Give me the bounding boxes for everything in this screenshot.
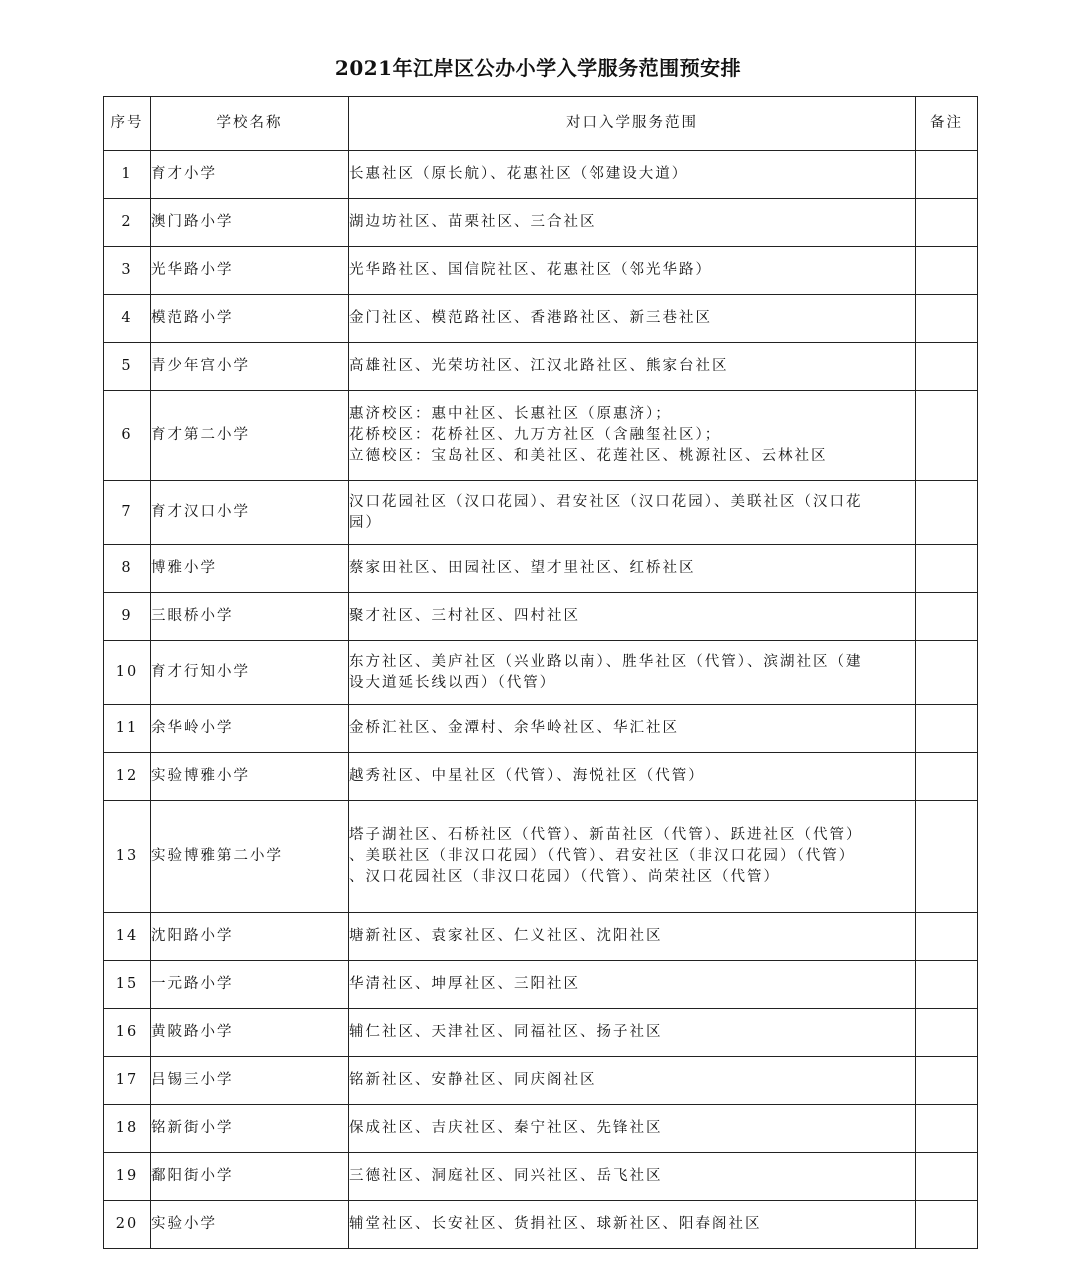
service-range (349, 1105, 916, 1153)
row-number: 18 (104, 1105, 151, 1153)
table-body (104, 151, 978, 1249)
note-cell (916, 481, 978, 545)
service-range (349, 913, 916, 961)
row-number: 10 (104, 641, 151, 705)
service-range (349, 593, 916, 641)
table-row (104, 247, 978, 295)
table-row (104, 391, 978, 481)
service-range-line: 长惠社区（原长航）、花惠社区（邻建设大道） (349, 166, 689, 182)
service-range-line: 高雄社区、光荣坊社区、江汉北路社区、熊家台社区 (349, 358, 729, 374)
school-name: 实验博雅第二小学 (151, 801, 349, 913)
row-number: 20 (104, 1201, 151, 1249)
service-range (349, 481, 916, 545)
service-range-line: 金桥汇社区、金潭村、余华岭社区、华汇社区 (349, 720, 679, 736)
row-number: 3 (104, 247, 151, 295)
school-name: 实验小学 (151, 1201, 349, 1249)
service-range-line: 华清社区、坤厚社区、三阳社区 (349, 976, 580, 992)
row-number: 6 (104, 391, 151, 481)
school-name: 育才小学 (151, 151, 349, 199)
service-range (349, 391, 916, 481)
service-range-line: 、汉口花园社区（非汉口花园）（代管）、尚荣社区（代管） (349, 869, 780, 885)
service-range (349, 199, 916, 247)
service-range-line: 辅仁社区、天津社区、同福社区、扬子社区 (349, 1024, 663, 1040)
school-name: 实验博雅小学 (151, 753, 349, 801)
service-range-line: 立德校区：宝岛社区、和美社区、花莲社区、桃源社区、云林社区 (349, 448, 828, 464)
note-cell (916, 1201, 978, 1249)
row-number: 8 (104, 545, 151, 593)
table-row (104, 1201, 978, 1249)
table-row (104, 593, 978, 641)
table-row (104, 913, 978, 961)
school-name: 青少年宫小学 (151, 343, 349, 391)
note-cell (916, 753, 978, 801)
row-number: 17 (104, 1057, 151, 1105)
service-range-line: 惠济校区：惠中社区、长惠社区（原惠济）； (349, 406, 672, 422)
table-row (104, 753, 978, 801)
row-number: 15 (104, 961, 151, 1009)
service-range (349, 343, 916, 391)
row-number: 7 (104, 481, 151, 545)
service-range-line: 辅堂社区、长安社区、货捐社区、球新社区、阳春阁社区 (349, 1216, 762, 1232)
row-number: 19 (104, 1153, 151, 1201)
school-name: 吕锡三小学 (151, 1057, 349, 1105)
row-number: 2 (104, 199, 151, 247)
table-row (104, 961, 978, 1009)
service-range-line: 湖边坊社区、苗栗社区、三合社区 (349, 214, 597, 230)
school-name: 三眼桥小学 (151, 593, 349, 641)
service-range (349, 1057, 916, 1105)
table-row (104, 641, 978, 705)
table-row (104, 151, 978, 199)
note-cell (916, 801, 978, 913)
table-row (104, 481, 978, 545)
row-number: 14 (104, 913, 151, 961)
note-cell (916, 1105, 978, 1153)
note-cell (916, 593, 978, 641)
table-row (104, 801, 978, 913)
service-range (349, 753, 916, 801)
row-number: 4 (104, 295, 151, 343)
table-row (104, 545, 978, 593)
school-name: 黄陂路小学 (151, 1009, 349, 1057)
note-cell (916, 545, 978, 593)
note-cell (916, 247, 978, 295)
service-range-line: 保成社区、吉庆社区、秦宁社区、先锋社区 (349, 1120, 663, 1136)
service-range (349, 961, 916, 1009)
header-school-name: 学校名称 (151, 97, 349, 151)
note-cell (916, 1009, 978, 1057)
note-cell (916, 1153, 978, 1201)
row-number: 5 (104, 343, 151, 391)
table-row (104, 295, 978, 343)
note-cell (916, 199, 978, 247)
note-cell (916, 1057, 978, 1105)
table-row (104, 705, 978, 753)
note-cell (916, 343, 978, 391)
row-number: 16 (104, 1009, 151, 1057)
service-range-line: 聚才社区、三村社区、四村社区 (349, 608, 580, 624)
service-range (349, 247, 916, 295)
table-row (104, 1105, 978, 1153)
note-cell (916, 705, 978, 753)
row-number: 12 (104, 753, 151, 801)
service-range-line: 设大道延长线以西）（代管） (349, 674, 557, 691)
table-row (104, 343, 978, 391)
service-range-line: 塔子湖社区、石桥社区（代管）、新苗社区（代管）、跃进社区（代管） (349, 827, 863, 843)
service-range-line: 金门社区、模范路社区、香港路社区、新三巷社区 (349, 310, 712, 326)
row-number: 11 (104, 705, 151, 753)
service-range (349, 545, 916, 593)
note-cell (916, 641, 978, 705)
school-name: 光华路小学 (151, 247, 349, 295)
school-name: 一元路小学 (151, 961, 349, 1009)
header-no: 序号 (104, 97, 151, 151)
service-range-line: 三德社区、洞庭社区、同兴社区、岳飞社区 (349, 1168, 663, 1184)
service-range-line: 、美联社区（非汉口花园）（代管）、君安社区（非汉口花园）（代管） (349, 848, 856, 864)
school-name: 澳门路小学 (151, 199, 349, 247)
note-cell (916, 151, 978, 199)
note-cell (916, 295, 978, 343)
header-service-range: 对口入学服务范围 (349, 97, 916, 151)
school-range-table (103, 96, 978, 1249)
document-title: 2021年江岸区公办小学入学服务范围预安排 (334, 56, 742, 80)
note-cell (916, 961, 978, 1009)
table-row (104, 199, 978, 247)
school-name: 育才第二小学 (151, 391, 349, 481)
service-range (349, 1009, 916, 1057)
note-cell (916, 913, 978, 961)
school-name: 鄱阳街小学 (151, 1153, 349, 1201)
service-range (349, 801, 916, 913)
service-range-line: 园） (349, 514, 382, 531)
school-name: 博雅小学 (151, 545, 349, 593)
note-cell (916, 391, 978, 481)
school-name: 铭新街小学 (151, 1105, 349, 1153)
school-name: 沈阳路小学 (151, 913, 349, 961)
service-range-line: 蔡家田社区、田园社区、望才里社区、红桥社区 (349, 560, 696, 576)
table-row (104, 1057, 978, 1105)
table-row (104, 1153, 978, 1201)
school-name: 育才行知小学 (151, 641, 349, 705)
service-range-line: 东方社区、美庐社区（兴业路以南）、胜华社区（代管）、滨湖社区（建 (349, 653, 863, 670)
school-name: 余华岭小学 (151, 705, 349, 753)
table-row (104, 1009, 978, 1057)
header-note: 备注 (916, 97, 978, 151)
service-range-line: 花桥校区：花桥社区、九万方社区（含融玺社区）； (349, 427, 722, 443)
row-number: 13 (104, 801, 151, 913)
service-range-line: 铭新社区、安静社区、同庆阁社区 (349, 1072, 597, 1088)
service-range-line: 越秀社区、中星社区（代管）、海悦社区（代管） (349, 768, 705, 784)
row-number: 9 (104, 593, 151, 641)
row-number: 1 (104, 151, 151, 199)
table-header-row (104, 97, 978, 151)
service-range-line: 光华路社区、国信院社区、花惠社区（邻光华路） (349, 262, 712, 278)
service-range (349, 295, 916, 343)
service-range (349, 1201, 916, 1249)
service-range (349, 641, 916, 705)
service-range-line: 汉口花园社区（汉口花园）、君安社区（汉口花园）、美联社区（汉口花 (349, 493, 863, 510)
service-range (349, 1153, 916, 1201)
service-range-line: 塘新社区、袁家社区、仁义社区、沈阳社区 (349, 928, 663, 944)
school-name: 模范路小学 (151, 295, 349, 343)
school-name: 育才汉口小学 (151, 481, 349, 545)
service-range (349, 705, 916, 753)
service-range (349, 151, 916, 199)
